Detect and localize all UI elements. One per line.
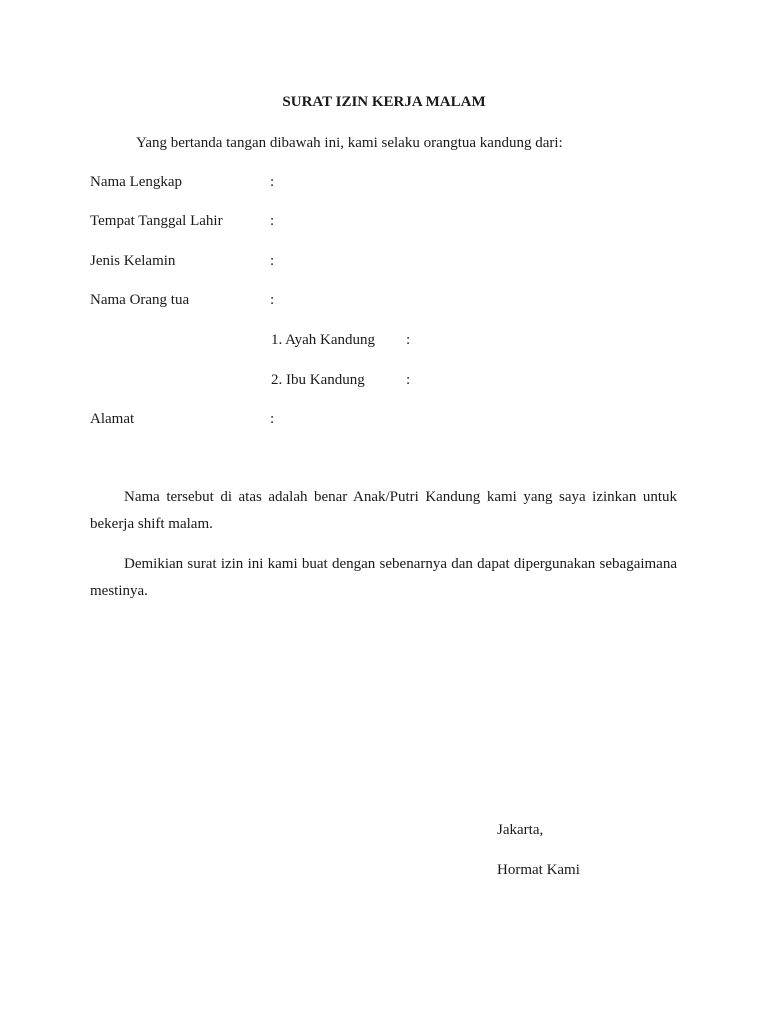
field-label-nama-orang-tua: Nama Orang tua [90,292,190,308]
field-label-ibu-kandung: 2. Ibu Kandung [271,372,365,388]
field-colon-nama-orang-tua: : [270,292,275,308]
intro-text: Yang bertanda tangan dibawah ini, kami selaku orangtua kandung dari: [136,135,563,151]
field-colon-ayah-kandung: : [406,332,411,348]
letter-title: SURAT IZIN KERJA MALAM [282,94,486,110]
body-paragraph-2 [90,551,677,605]
field-colon-nama-lengkap: : [270,174,275,190]
field-colon-alamat: : [270,411,275,427]
field-colon-jenis-kelamin: : [270,253,275,269]
field-label-ayah-kandung: 1. Ayah Kandung [271,332,376,348]
body-paragraph-2-text: Demikian surat izin ini kami buat dengan sebenarnya dan dapat dipergunakan sebagaimana mestinya. [90,556,677,599]
field-label-nama-lengkap: Nama Lengkap [90,174,183,190]
field-label-jenis-kelamin: Jenis Kelamin [90,253,176,269]
field-label-alamat: Alamat [90,411,135,427]
field-colon-tempat-tanggal-lahir: : [270,213,275,229]
signature-closing: Hormat Kami [497,862,580,878]
body-paragraph-1 [90,484,677,538]
signature-place: Jakarta, [497,822,544,838]
field-label-tempat-tanggal-lahir: Tempat Tanggal Lahir [90,213,223,229]
field-colon-ibu-kandung: : [406,372,411,388]
body-paragraph-1-text: Nama tersebut di atas adalah benar Anak/Putri Kandung kami yang saya izinkan untuk bekerja shift malam. [90,489,677,532]
